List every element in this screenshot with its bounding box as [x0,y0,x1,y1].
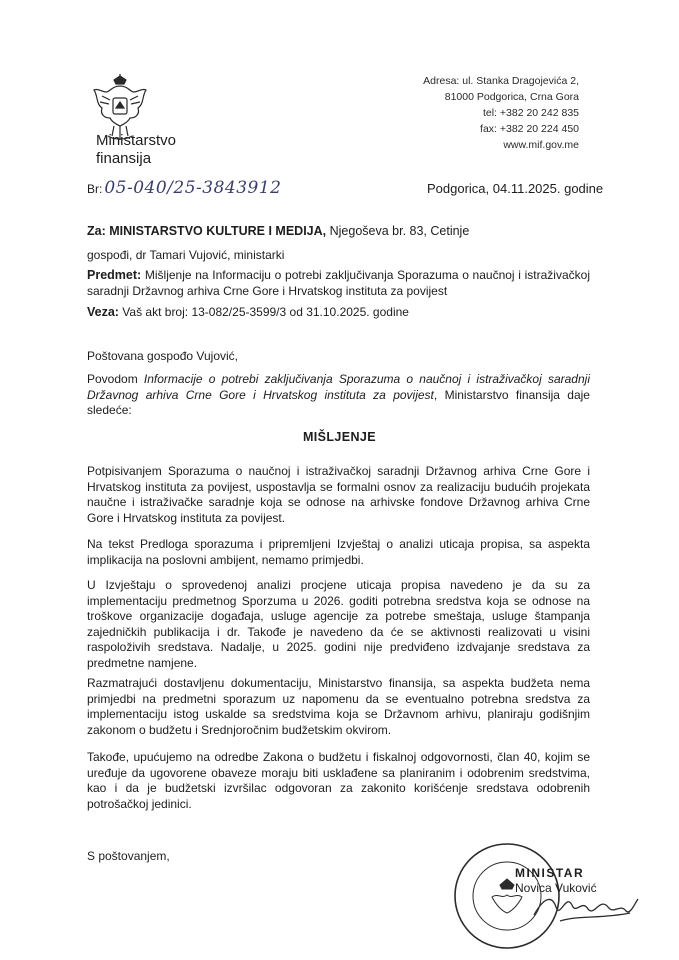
handwritten-signature-icon [530,885,640,930]
subject-text: Mišljenje na Informaciju o potrebi zaključivanja Sporazuma o naučnoj i istraživačkoj saradnji Državnog arhiva Crne Gore i Hrvatskog instituta za povijest [87,268,590,298]
paragraph-text: Potpisivanjem Sporazuma o naučnoj i istraživačkoj saradnji Državnog arhiva Crne Gore i Hrvatskog instituta za povijest, uspostavlja se formalni osnov za realizaciju budućih projekata naučne i istraživačke saradnje koja se odnose na arhivske fondove Državnog arhiva Crne Gore i Hrvatskog instituta za povijest. [87,464,590,525]
reference-block [87,305,590,321]
ministry-name [96,132,176,168]
intro-paragraph [87,372,590,419]
salutation: Poštovana gospođo Vujović, [87,349,238,363]
intro-suffix: , Ministarstvo finansija daje sledeće: [87,387,590,417]
opinion-paragraph-5 [87,750,590,812]
reference-text: Vaš akt broj: 13-082/25-3599/3 od 31.10.2025. godine [118,305,409,319]
website-line: www.mif.gov.me [503,139,579,151]
opinion-paragraph-1 [87,464,590,526]
recipient-line [87,224,590,240]
recipient-attention: gospođi, dr Tamari Vujović, ministarki [87,248,285,262]
recipient-organization: MINISTARSTVO KULTURE I MEDIJA, [109,224,327,238]
reference-label: Veza: [87,305,119,319]
opinion-paragraph-3 [87,578,590,671]
address-line: 81000 Podgorica, Crna Gora [444,91,579,103]
paragraph-text: Razmatrajući dostavljenu dokumentaciju, Ministarstvo finansija, sa aspekta budžeta nema primjedbi na predmetni sporazum uz napomenu da se eventualno potrebna sredstva za implementaciju istog uskalde sa sredstvima koja se Državnom arhivu, planiraju godišnjim zakonom o budžetu i Srednjoročnim budžetskim okvirom. [87,676,590,737]
signatory-name: Novica Vuković [515,881,597,895]
intro-prefix: Povodom [87,372,144,386]
closing-phrase: S poštovanjem, [87,849,170,863]
paragraph-text: U Izvještaju o sprovedenoj analizi procjene uticaja propisa navedeno je da su za implementaciju predmetnog Sporzuma u 2026. goditi potrebna sredstva koja se odnose na troškove organizacije događaja, usluge agencije za potrebe smeštaja, usluge štampanja zajedničkih publikacija i dr. Takođe je navedeno da će se aktivnosti realizovati u visini raspoloživih sredstava. Nadalje, u 2025. godini nije predviđeno izdvajanje sredstava za predmetne namjene. [87,578,590,670]
signatory-role: MINISTAR [515,866,585,880]
paragraph-text: Na tekst Predloga sporazuma i pripremljeni Izvještaj o analizi uticaja propisa, sa aspekta implikacija na poslovni ambijent, nemamo primjedbi. [87,537,590,567]
paragraph-text: Takođe, upućujemo na odredbe Zakona o budžetu i fiskalnoj odgovornosti, član 40, kojim se uređuje da ugovorene obaveze moraju biti usklađene sa planiranim i odobrenim sredstvima, kao i da je budžetski izvršilac odgovoran za zakonito korišćenje sredstava odobrenih potrošačkoj jedinici. [87,750,590,811]
document-date: Podgorica, 04.11.2025. godine [427,181,604,196]
intro-document-title: Informacije o potrebi zaključivanja Sporazuma o naučnoj i istraživačkoj saradnji Državnog arhiva Crne Gore i Hrvatskog instituta za povijest [87,372,590,402]
recipient-address: Njegoševa br. 83, Cetinje [326,224,470,238]
opinion-paragraph-2 [87,537,590,568]
fax-line: fax: +382 20 224 450 [480,123,579,135]
subject-block [87,268,590,299]
document-number-value: 05-040/25-3843912 [104,178,282,198]
opinion-title: MIŠLJENJE [302,430,377,444]
subject-label: Predmet: [87,268,142,282]
document-number [87,178,281,198]
recipient-label: Za: [87,224,106,238]
document-number-label: Br: [87,182,103,196]
phone-line: tel: +382 20 242 835 [482,107,579,119]
opinion-paragraph-4 [87,676,590,738]
address-block [423,73,579,153]
address-line: Adresa: ul. Stanka Dragojevića 2, [423,75,579,87]
ministry-name-line1: Ministarstvo [96,132,177,149]
ministry-name-line2: finansija [96,150,152,167]
